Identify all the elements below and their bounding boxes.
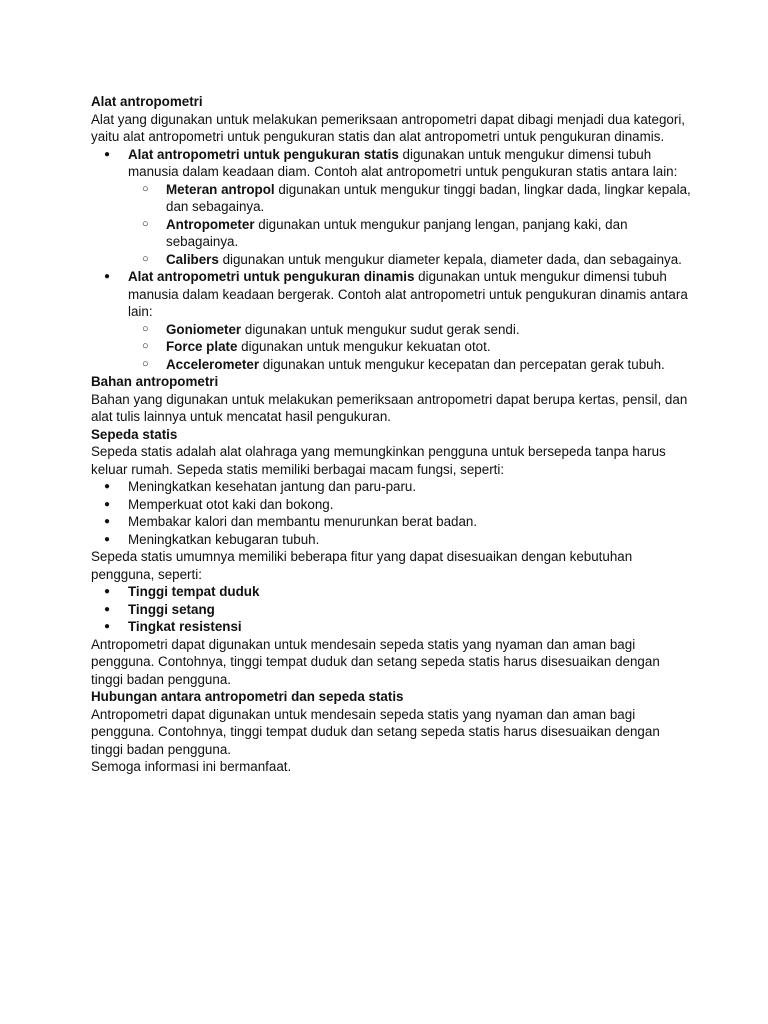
- list-item-fungsi: ● Meningkatkan kesehatan jantung dan paru-paru.: [91, 478, 691, 496]
- paragraph-alat-intro: Alat yang digunakan untuk melakukan pemeriksaan antropometri dapat dibagi menjadi dua kategori, yaitu alat antropometri untuk pengukuran statis dan alat antropometri untuk pengukuran dinamis.: [91, 111, 686, 144]
- list-item-fungsi: ● Meningkatkan kebugaran tubuh.: [91, 531, 691, 549]
- list-item-fitur: ● Tinggi setang: [91, 601, 691, 619]
- term-alat-statis: Alat antropometri untuk pengukuran statis: [128, 146, 399, 162]
- list-fungsi-sepeda: [91, 478, 691, 548]
- list-item-fitur: ● Tingkat resistensi: [91, 618, 691, 636]
- list-item-force-plate: [128, 338, 691, 356]
- paragraph-closing: Semoga informasi ini bermanfaat.: [91, 759, 292, 774]
- list-item-fungsi: ● Memperkuat otot kaki dan bokong.: [91, 496, 691, 514]
- desc-goniometer: digunakan untuk mengukur sudut gerak sendi.: [241, 321, 520, 337]
- sublist-alat-statis: [128, 181, 691, 269]
- desc-alat-statis: digunakan untuk mengukur dimensi tubuh manusia dalam keadaan diam. Contoh alat antropometri untuk pengukuran statis antara lain:: [128, 146, 678, 179]
- list-item-fungsi: ● Membakar kalori dan membantu menurunkan berat badan.: [91, 513, 691, 531]
- list-item-goniometer: [128, 321, 691, 339]
- term-goniometer: Goniometer: [166, 321, 242, 337]
- document-page: [91, 93, 691, 776]
- paragraph-sepeda-fitur: Sepeda statis umumnya memiliki beberapa fitur yang dapat disesuaikan dengan kebutuhan pengguna, seperti:: [91, 549, 633, 582]
- heading-hubungan: Hubungan antara antropometri dan sepeda statis: [91, 689, 404, 704]
- term-antropometer: Antropometer: [166, 216, 255, 232]
- desc-alat-dinamis: digunakan untuk mengukur dimensi tubuh manusia dalam keadaan bergerak. Contoh alat antropometri untuk pengukuran dinamis antara lain:: [128, 269, 688, 319]
- sublist-alat-dinamis: [128, 321, 691, 374]
- list-alat-kategori: [91, 146, 691, 374]
- list-item-alat-statis: [91, 146, 691, 269]
- paragraph-sepeda-closing: Antropometri dapat digunakan untuk mendesain sepeda statis yang nyaman dan aman bagi pengguna. Contohnya, tinggi tempat duduk dan setang sepeda statis harus disesuaikan dengan tinggi badan pengguna.: [91, 636, 660, 687]
- term-meteran: Meteran antropol: [166, 181, 275, 197]
- term-calibers: Calibers: [166, 251, 219, 267]
- term-accelerometer: Accelerometer: [166, 356, 260, 372]
- term-force-plate: Force plate: [166, 339, 238, 354]
- desc-accelerometer: digunakan untuk mengukur kecepatan dan percepatan gerak tubuh.: [259, 356, 665, 372]
- heading-bahan-antropometri: Bahan antropometri: [91, 374, 219, 389]
- list-item-antropometer: [128, 216, 691, 251]
- heading-alat-antropometri: Alat antropometri: [91, 94, 203, 109]
- list-item-calibers: [128, 251, 691, 269]
- list-fitur-sepeda: [91, 583, 691, 636]
- desc-meteran: digunakan untuk mengukur tinggi badan, lingkar dada, lingkar kepala, dan sebagainya.: [166, 181, 691, 214]
- heading-sepeda-statis: Sepeda statis: [91, 426, 178, 442]
- list-item-alat-dinamis: [91, 268, 691, 373]
- list-item-fitur: ● Tinggi tempat duduk: [91, 583, 691, 601]
- desc-antropometer: digunakan untuk mengukur panjang lengan, panjang kaki, dan sebagainya.: [166, 216, 628, 249]
- term-alat-dinamis: Alat antropometri untuk pengukuran dinamis: [128, 269, 415, 284]
- list-item-meteran: [128, 181, 691, 216]
- list-item-accelerometer: [128, 356, 691, 374]
- desc-calibers: digunakan untuk mengukur diameter kepala, diameter dada, dan sebagainya.: [218, 251, 682, 267]
- paragraph-sepeda-intro: Sepeda statis adalah alat olahraga yang memungkinkan pengguna untuk bersepeda tanpa harus keluar rumah. Sepeda statis memiliki berbagai macam fungsi, seperti:: [91, 444, 666, 477]
- paragraph-hubungan: Antropometri dapat digunakan untuk mendesain sepeda statis yang nyaman dan aman bagi pengguna. Contohnya, tinggi tempat duduk dan setang sepeda statis harus disesuaikan dengan tinggi badan pengguna.: [91, 706, 660, 757]
- paragraph-bahan: Bahan yang digunakan untuk melakukan pemeriksaan antropometri dapat berupa kertas, pensil, dan alat tulis lainnya untuk mencatat hasil pengukuran.: [91, 391, 688, 424]
- desc-force-plate: digunakan untuk mengukur kekuatan otot.: [237, 339, 491, 354]
